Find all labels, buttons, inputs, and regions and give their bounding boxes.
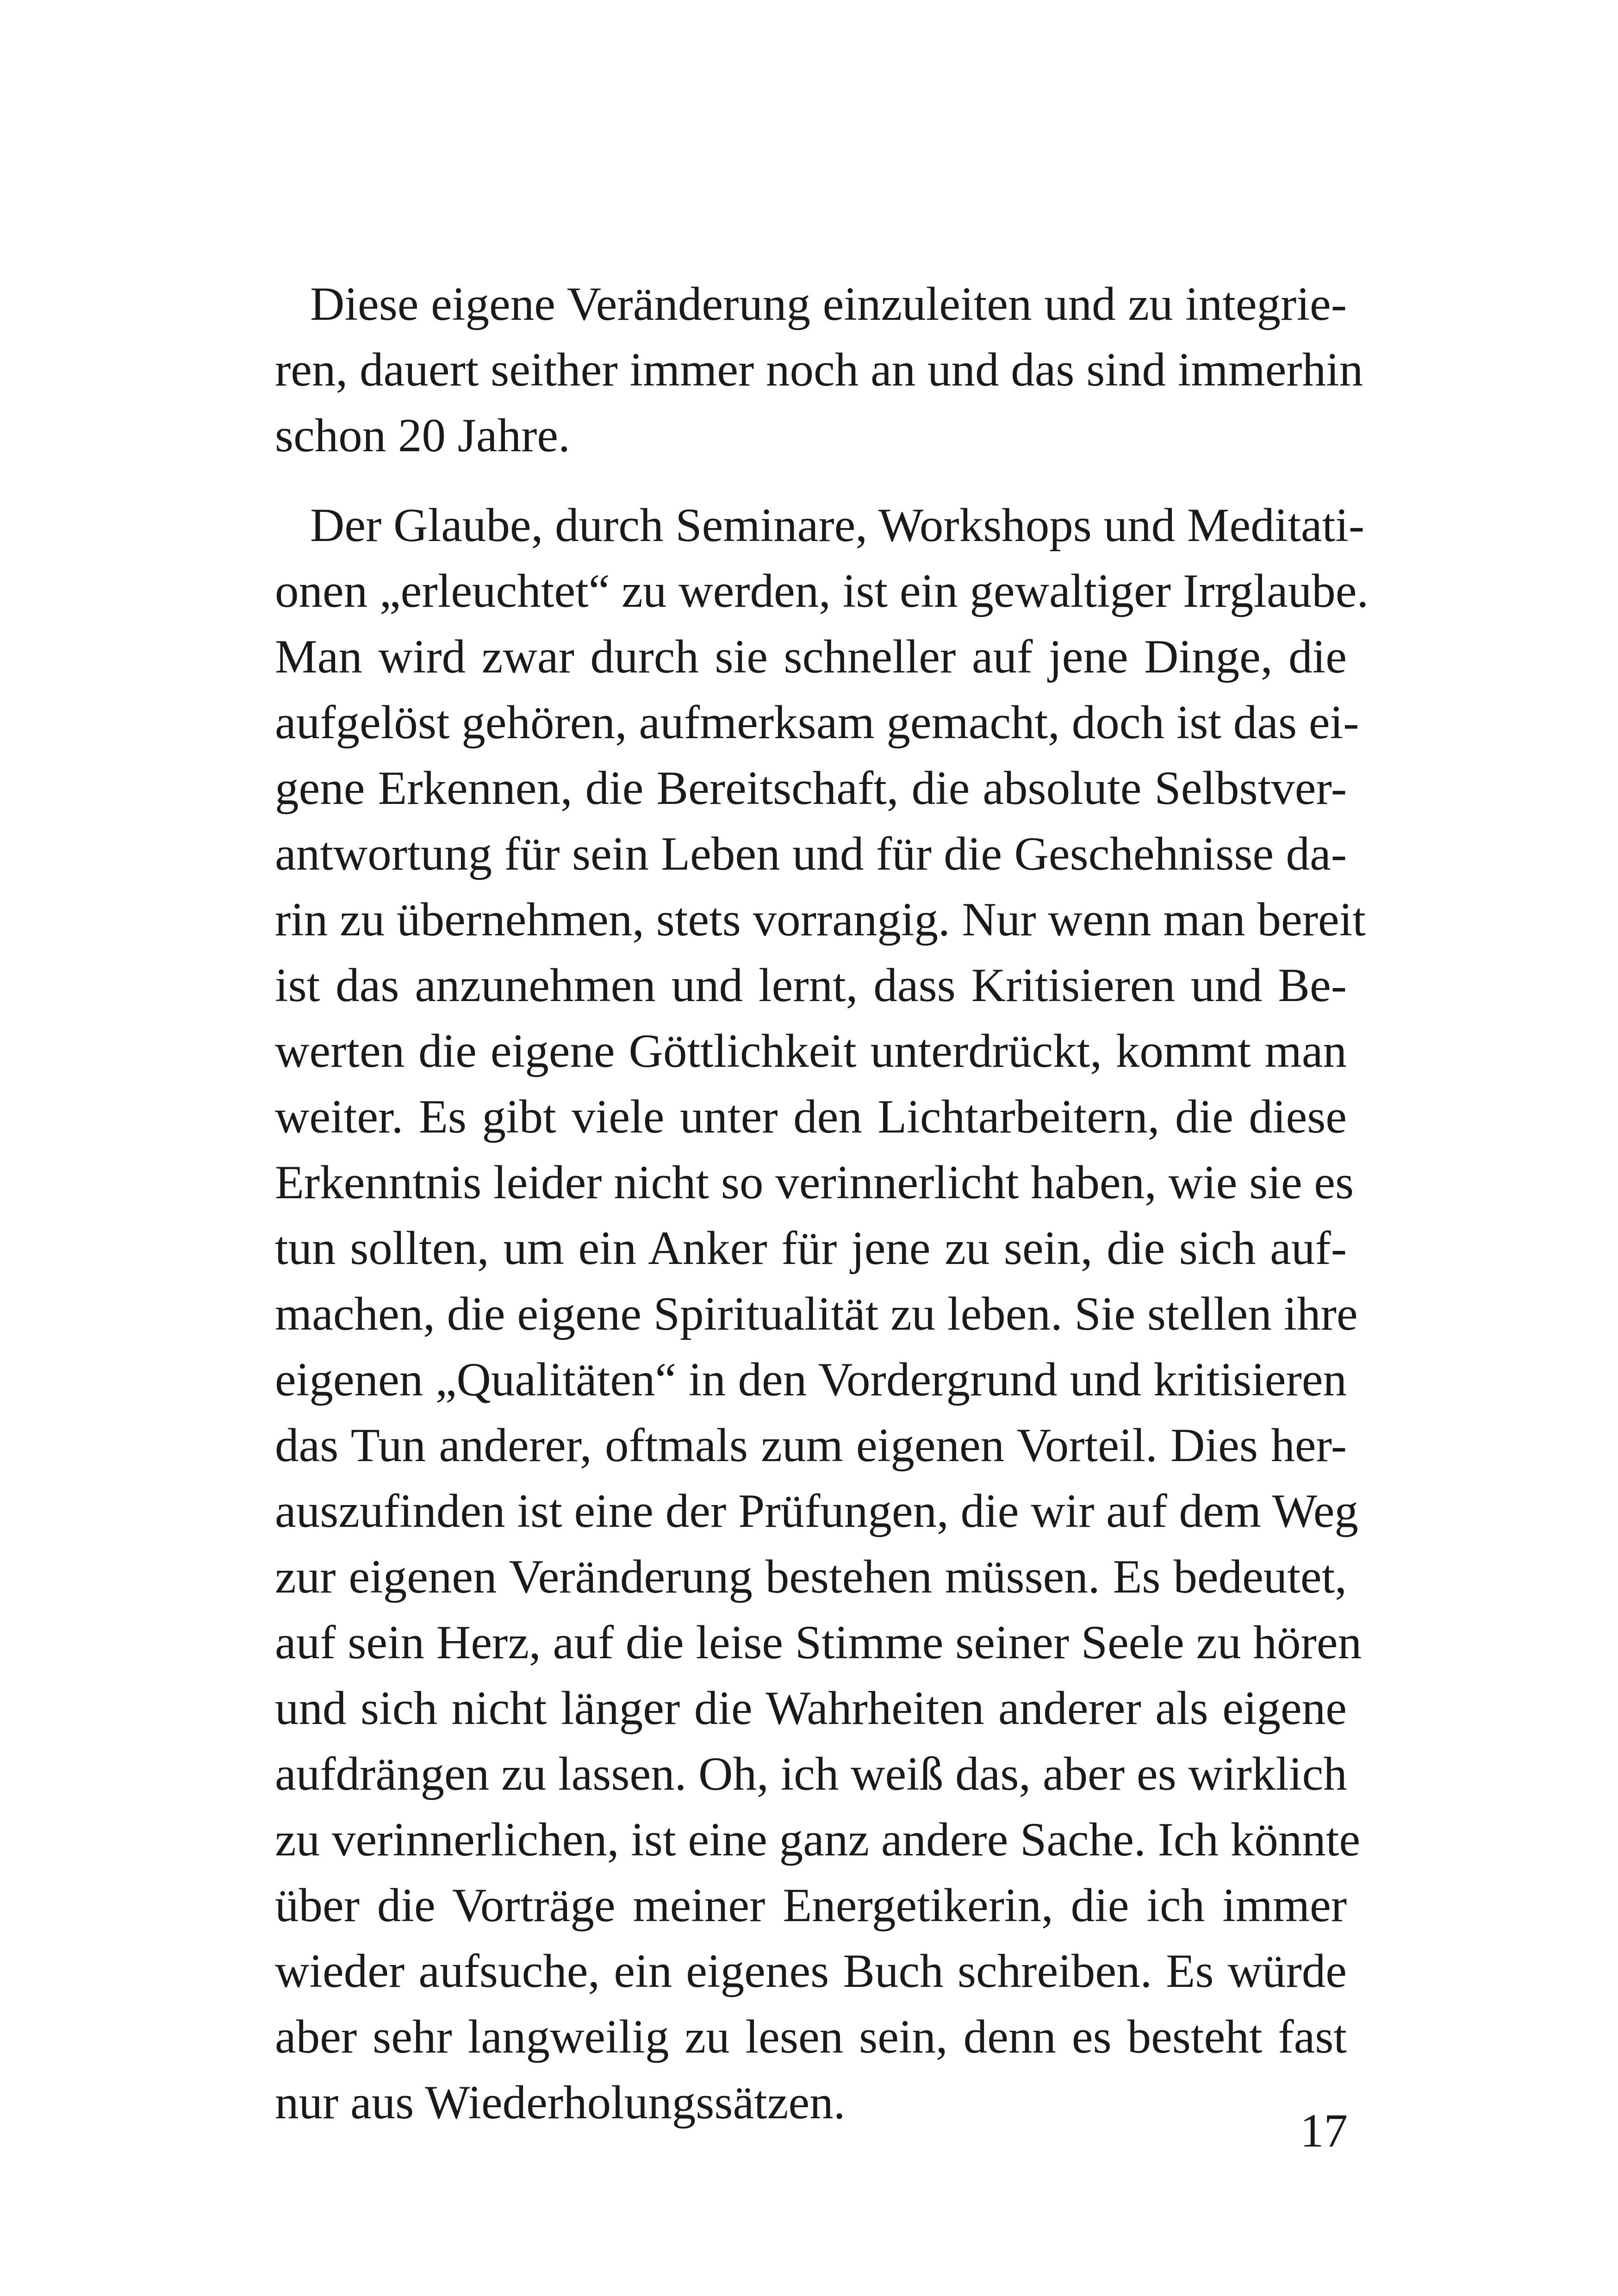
text-line: zur eigenen Veränderung bestehen müssen. Es bedeutet, <box>275 1550 1347 1603</box>
page-number: 17 <box>1300 2104 1348 2157</box>
text-line: schon 20 Jahre. <box>275 409 570 462</box>
text-line: machen, die eigene Spiritualität zu leben. Sie stellen ihre <box>275 1288 1358 1340</box>
body-text <box>275 271 1369 2135</box>
text-line: das Tun anderer, oftmals zum eigenen Vorteil. Dies her- <box>275 1419 1347 1472</box>
text-line: onen „erleuchtet“ zu werden, ist ein gewaltiger Irrglaube. <box>275 565 1369 617</box>
text-line: auf sein Herz, auf die leise Stimme seiner Seele zu hören <box>275 1616 1362 1669</box>
text-line: Diese eigene Veränderung einzuleiten und zu integrie- <box>310 278 1347 330</box>
text-line: nur aus Wiederholungssätzen. <box>275 2076 846 2129</box>
text-line: weiter. Es gibt viele unter den Lichtarbeitern, die diese <box>275 1090 1347 1143</box>
text-line: antwortung für sein Leben und für die Geschehnisse da- <box>275 828 1347 880</box>
text-line: auszufinden ist eine der Prüfungen, die wir auf dem Weg <box>275 1485 1358 1537</box>
text-line: tun sollten, um ein Anker für jene zu sein, die sich auf- <box>275 1222 1347 1275</box>
text-line: eigenen „Qualitäten“ in den Vordergrund und kritisieren <box>275 1353 1347 1406</box>
text-line: Der Glaube, durch Seminare, Workshops und Meditati- <box>310 499 1365 552</box>
paragraph-1 <box>275 271 1363 468</box>
text-line: rin zu übernehmen, stets vorrangig. Nur wenn man bereit <box>275 893 1366 946</box>
text-line: und sich nicht länger die Wahrheiten anderer als eigene <box>275 1682 1347 1735</box>
text-line: wieder aufsuche, ein eigenes Buch schreiben. Es würde <box>275 1945 1347 1997</box>
text-line: ren, dauert seither immer noch an und das sind immerhin <box>275 343 1363 396</box>
text-line: aber sehr langweilig zu lesen sein, denn es besteht fast <box>275 2010 1347 2063</box>
text-line: Man wird zwar durch sie schneller auf jene Dinge, die <box>275 630 1347 683</box>
text-line: zu verinnerlichen, ist eine ganz andere Sache. Ich könnte <box>275 1813 1361 1866</box>
paragraph-2 <box>275 492 1369 2135</box>
text-line: gene Erkennen, die Bereitschaft, die absolute Selbstver- <box>275 762 1347 815</box>
text-line: ist das anzunehmen und lernt, dass Kritisieren und Be- <box>275 959 1347 1012</box>
text-line: aufdrängen zu lassen. Oh, ich weiß das, aber es wirklich <box>275 1748 1347 1800</box>
text-line: Erkenntnis leider nicht so verinnerlicht haben, wie sie es <box>275 1156 1354 1209</box>
text-line: werten die eigene Göttlichkeit unterdrückt, kommt man <box>275 1025 1347 1077</box>
text-line: aufgelöst gehören, aufmerksam gemacht, doch ist das ei- <box>275 696 1359 749</box>
text-line: über die Vorträge meiner Energetikerin, die ich immer <box>275 1879 1347 1932</box>
